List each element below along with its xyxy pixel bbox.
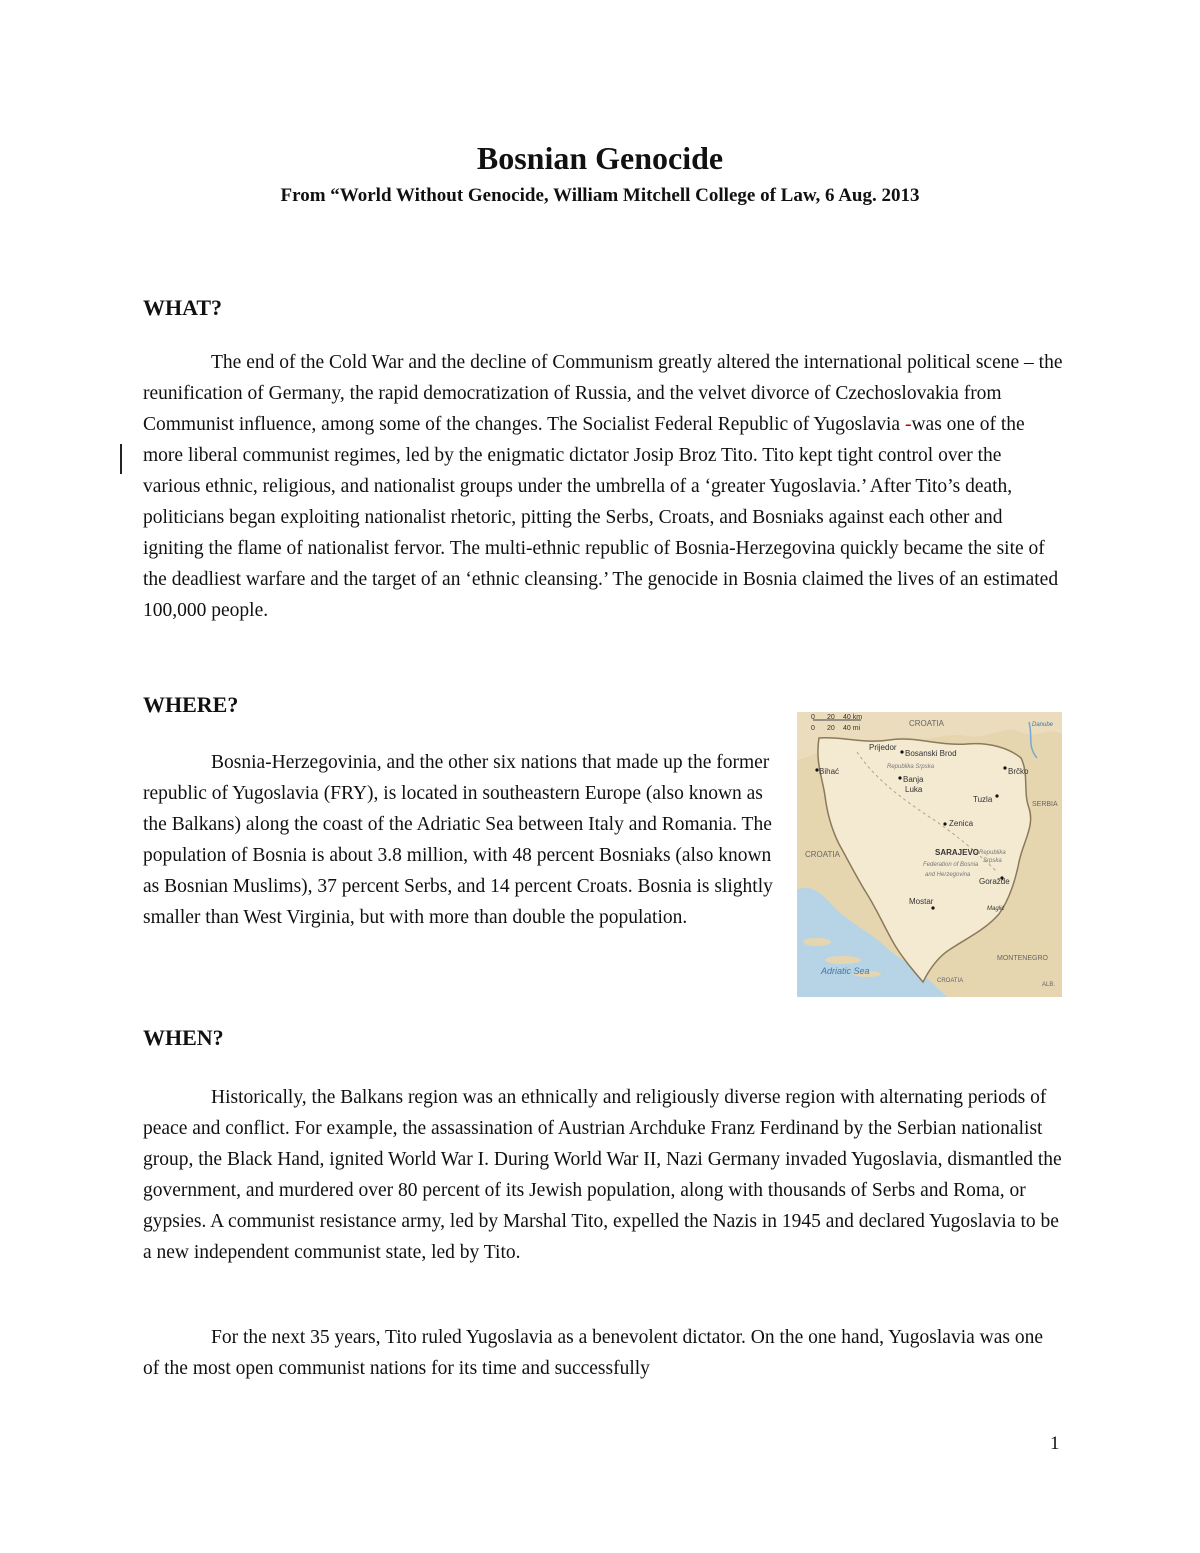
- region-label-republika-srpska: Republika Srpska: [887, 764, 935, 770]
- paragraph-text: The end of the Cold War and the decline of Communism greatly altered the international political scene – the reunification of Germany, the rapid democratization of Russia, and the velvet divorce of Czechoslovakia from Communist influence, among some of the changes. The Socialist Federal Republic of Yugoslavia: [143, 352, 1063, 435]
- heading-where: WHERE?: [143, 692, 239, 717]
- city-label-bosanski-brod: Bosanski Brod: [905, 749, 957, 758]
- scale-label: 20: [827, 714, 835, 721]
- island: [803, 938, 831, 946]
- paragraph-text: was one of the more liberal communist regimes, led by the enigmatic dictator Josip Broz Tito. Tito kept tight control over the various ethnic, religious, and nationalist groups under the umbrella of a ‘greater Yugoslavia.’ After Tito’s death, politicians began exploiting nationalist rhetoric, pitting the Serbs, Croats, and Bosniaks against each other and igniting the flame of nationalist fervor. The multi-ethnic republic of Bosnia-Herzegovina quickly became the site of the deadliest warfare and the target of an ‘ethnic cleansing.’ The genocide in Bosnia claimed the lives of an estimated 100,000 people.: [143, 414, 1059, 621]
- city-label-luka: Luka: [905, 785, 923, 794]
- city-dot: [995, 794, 998, 797]
- bosnia-map: [797, 712, 1062, 997]
- city-dot: [900, 750, 903, 753]
- peak-label-maglic: Maglić: [987, 906, 1005, 912]
- city-label-sarajevo: SARAJEVO: [935, 848, 980, 857]
- city-label-banja: Banja: [903, 775, 924, 784]
- region-label-federation: Federation of Bosnia: [923, 862, 979, 868]
- tracked-change-mark: -: [904, 414, 912, 435]
- heading-when: WHEN?: [143, 1025, 224, 1050]
- source-citation: From “World Without Genocide, William Mitchell College of Law, 6 Aug. 2013: [280, 185, 920, 206]
- scale-label: 20: [827, 725, 835, 732]
- country-label-croatia-north: CROATIA: [909, 719, 944, 728]
- city-label-bihac: Bihać: [819, 767, 840, 776]
- city-label-brcko: Brčko: [1008, 767, 1029, 776]
- city-label-zenica: Zenica: [949, 819, 974, 828]
- paragraph-when-2: For the next 35 years, Tito ruled Yugoslavia as a benevolent dictator. On the one hand, Yugoslavia was one of the most open communist nations for its time and successfully: [143, 1327, 1044, 1379]
- city-label-mostar: Mostar: [909, 897, 934, 906]
- paragraph-when-1: Historically, the Balkans region was an ethnically and religiously diverse region with alternating periods of peace and conflict. For example, the assassination of Austrian Archduke Franz Ferdinand by the Serbian nationalist group, the Black Hand, ignited World War I. During World War II, Nazi Germany invaded Yugoslavia, dismantled the government, and murdered over 80 percent of its Jewish population, along with thousands of Serbs and Roma, or gypsies. A communist resistance army, led by Marshal Tito, expelled the Nazis in 1945 and declared Yugoslavia to be a new independent communist state, led by Tito.: [143, 1087, 1062, 1263]
- city-label-prijedor: Prijedor: [869, 743, 897, 752]
- island: [825, 956, 861, 964]
- sea-label: Adriatic Sea: [821, 966, 870, 976]
- country-label-croatia-south: CROATIA: [937, 978, 964, 984]
- scale-label: 40 mi: [843, 725, 861, 732]
- change-bar: [120, 444, 122, 474]
- country-label-montenegro: MONTENEGRO: [997, 955, 1048, 962]
- scale-label: 40 km: [843, 714, 863, 721]
- region-label-and-herzegovina: and Herzegovina: [925, 872, 971, 878]
- city-dot: [1003, 766, 1006, 769]
- scale-label: 0: [811, 714, 815, 721]
- city-dot: [943, 822, 946, 825]
- map-graphic: [797, 712, 1062, 997]
- city-dot: [931, 906, 934, 909]
- scale-label: 0: [811, 725, 815, 732]
- city-label-gorazde: Goražde: [979, 877, 1010, 886]
- paragraph-where: Bosnia-Herzegovinia, and the other six nations that made up the former republic of Yugoslavia (FRY), is located in southeastern Europe (also known as the Balkans) along the coast of the Adriatic Sea between Italy and Romania. The population of Bosnia is about 3.8 million, with 48 percent Bosniaks (also known as Bosnian Muslims), 37 percent Serbs, and 14 percent Croats. Bosnia is slightly smaller than West Virginia, but with more than double the population.: [143, 752, 773, 928]
- heading-what: WHAT?: [143, 295, 223, 320]
- country-label-albania: ALB.: [1042, 982, 1056, 988]
- river-label: Danube: [1032, 722, 1054, 728]
- country-label-croatia-west: CROATIA: [805, 850, 840, 859]
- region-label-srpska: Srpska: [983, 858, 1002, 864]
- page-number: 1: [1050, 1433, 1060, 1454]
- city-dot: [898, 776, 901, 779]
- city-label-tuzla: Tuzla: [973, 795, 993, 804]
- paragraph-what: [143, 347, 1063, 626]
- region-label-republika: Republika: [979, 850, 1006, 856]
- country-label-serbia: SERBIA: [1032, 801, 1058, 808]
- page-title: Bosnian Genocide: [476, 140, 724, 176]
